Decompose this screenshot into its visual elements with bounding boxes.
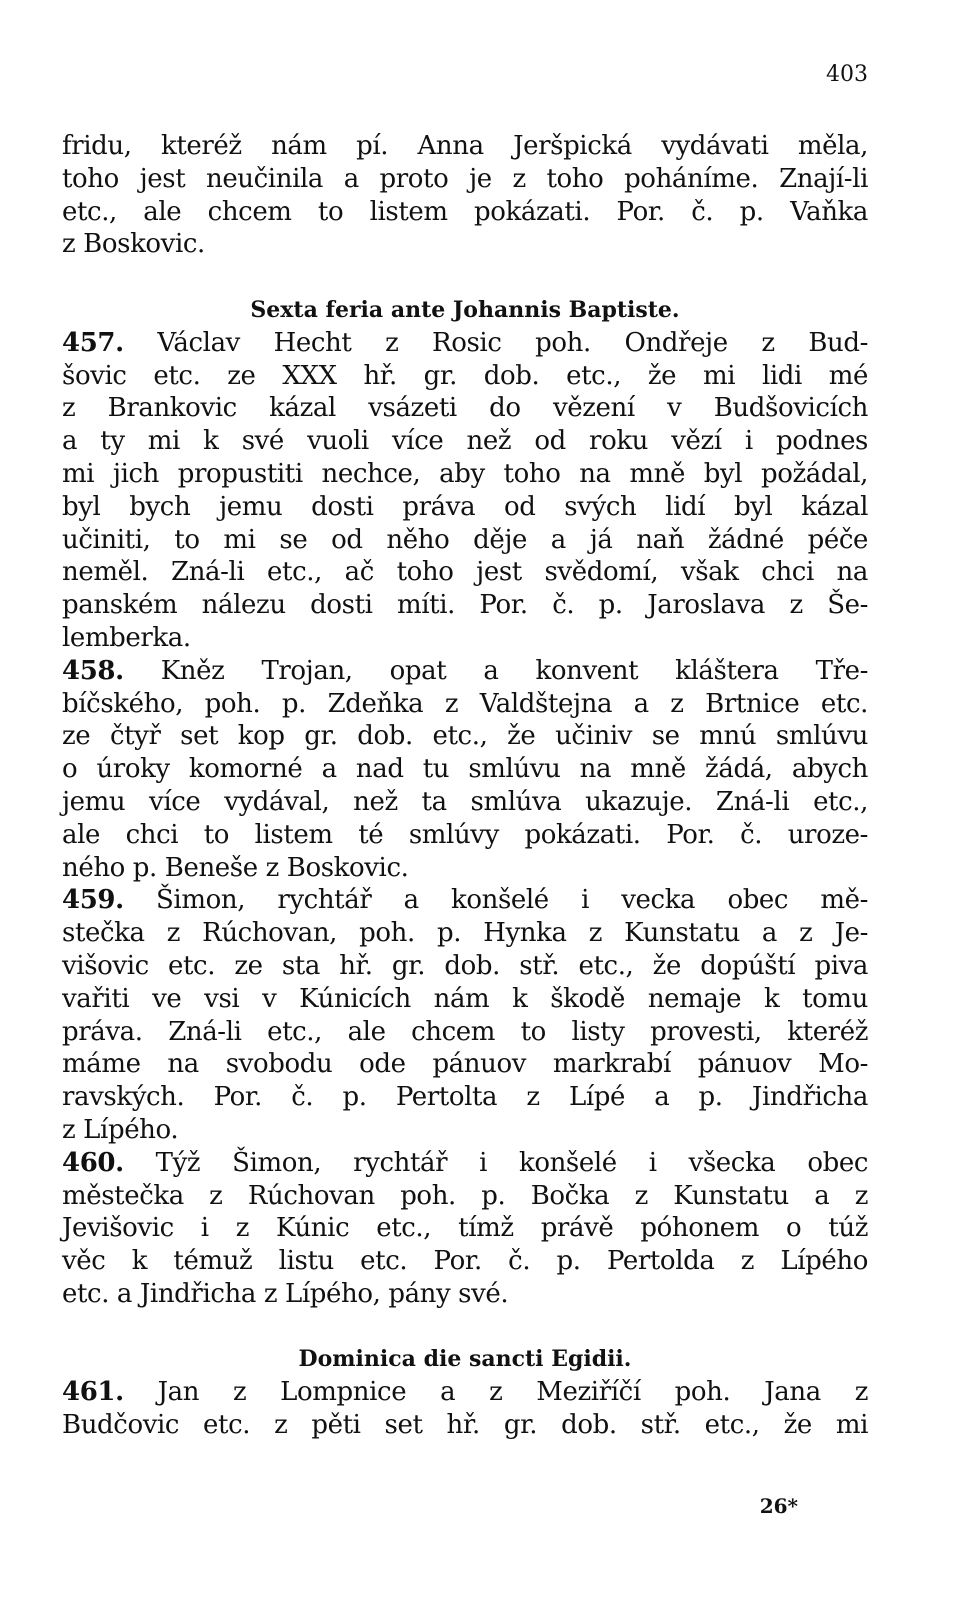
line-text: a ty mi k své vuoli více než od roku vězí i podnes [62, 426, 868, 457]
line-text: z Boskovic. [62, 229, 205, 260]
line-text: ale chci to listem té smlúvy pokázati. Por. č. uroze- [62, 819, 868, 850]
entry-number: 458. [62, 655, 124, 686]
text-body [62, 130, 868, 1442]
entry-first-line [62, 1376, 868, 1409]
text-line [62, 1245, 868, 1278]
text-line [62, 819, 868, 852]
text-line [62, 360, 868, 393]
text-line [62, 1114, 868, 1147]
line-text: toho jest neučinila a proto je z toho poháníme. Znají-li [62, 163, 868, 194]
entry-first-line [62, 327, 868, 360]
line-text: mi jich propustiti nechce, aby toho na mně byl požádal, [62, 458, 868, 489]
text-line [62, 1081, 868, 1114]
text-line [62, 196, 868, 229]
line-text: ného p. Beneše z Boskovic. [62, 852, 409, 883]
text-line [62, 458, 868, 491]
section-heading: Dominica die sancti Egidii. [298, 1346, 632, 1373]
line-text: panském nálezu dosti míti. Por. č. p. Jaroslava z Še- [62, 590, 868, 621]
entry-first-line [62, 884, 868, 917]
text-line [62, 1409, 868, 1442]
line-text: lemberka. [62, 622, 191, 653]
text-line [62, 491, 868, 524]
line-text: etc., ale chcem to listem pokázati. Por. č. p. Vaňka [62, 196, 868, 227]
text-line [62, 392, 868, 425]
line-text: Týž Šimon, rychtář i konšelé i všecka obec [123, 1147, 868, 1178]
line-text: fridu, kteréž nám pí. Anna Jeršpická vydávati měla, [62, 131, 868, 161]
text-line [62, 622, 868, 655]
line-text: Budčovic etc. z pěti set hř. gr. dob. stř. etc., že mi [62, 1410, 868, 1441]
text-line [62, 1180, 868, 1213]
text-line [62, 1278, 868, 1311]
entry-number: 461. [62, 1377, 124, 1408]
blank-line [62, 261, 868, 294]
line-text: etc. a Jindřicha z Lípého, pány své. [62, 1278, 509, 1309]
line-text: stečka z Rúchovan, poh. p. Hynka z Kunstatu a z Je- [62, 918, 868, 949]
text-line [62, 425, 868, 458]
line-text: máme na svobodu ode pánuov markrabí pánuov Mo- [62, 1049, 868, 1080]
text-line [62, 753, 868, 786]
line-text: šovic etc. ze XXX hř. gr. dob. etc., že mi lidi mé [62, 360, 868, 391]
text-line [62, 917, 868, 950]
text-line [62, 1212, 868, 1245]
line-text: višovic etc. ze sta hř. gr. dob. stř. etc., že dopúští piva [62, 950, 868, 981]
book-page [62, 0, 868, 1618]
line-text: Kněz Trojan, opat a konvent kláštera Tře- [123, 655, 868, 686]
blank-line [62, 1311, 868, 1344]
line-text: ravských. Por. č. p. Pertolta z Lípé a p. Jindřicha [62, 1082, 868, 1113]
text-line [62, 1016, 868, 1049]
text-line [62, 524, 868, 557]
text-line [62, 786, 868, 819]
line-text: Šimon, rychtář a konšelé i vecka obec mě- [123, 885, 868, 916]
line-text: neměl. Zná-li etc., ač toho jest svědomí, však chci na [62, 557, 868, 588]
text-line [62, 983, 868, 1016]
section-heading: Sexta feria ante Johannis Baptiste. [250, 296, 680, 323]
text-line [62, 130, 868, 163]
entry-first-line [62, 1147, 868, 1180]
line-text: městečka z Rúchovan poh. p. Bočka z Kunstatu a z [62, 1180, 868, 1211]
text-line [62, 852, 868, 885]
line-text: učiniti, to mi se od něho děje a já naň žádné péče [62, 524, 868, 555]
text-line [62, 950, 868, 983]
line-text: z Lípého. [62, 1114, 179, 1145]
line-text: z Brankovic kázal vsázeti do vězení v Budšovicích [62, 393, 868, 424]
text-line [62, 688, 868, 721]
line-text: věc k témuž listu etc. Por. č. p. Pertolda z Lípého [62, 1246, 868, 1277]
line-text: ze čtyř set kop gr. dob. etc., že učiniv se mnú smlúvu [62, 721, 868, 752]
page-number: 403 [826, 62, 868, 87]
text-line [62, 228, 868, 261]
entry-number: 459. [62, 885, 124, 916]
line-text: Jevišovic i z Kúnic etc., tímž právě póhonem o túž [62, 1213, 868, 1244]
entry-number: 457. [62, 327, 124, 358]
text-line [62, 589, 868, 622]
entry-number: 460. [62, 1147, 124, 1178]
line-text: byl bych jemu dosti práva od svých lidí byl kázal [62, 491, 868, 522]
line-text: práva. Zná-li etc., ale chcem to listy provesti, kteréž [62, 1016, 868, 1047]
line-text: vařiti ve vsi v Kúnicích nám k škodě nemaje k tomu [62, 983, 868, 1014]
text-line [62, 556, 868, 589]
line-text: o úroky komorné a nad tu smlúvu na mně žádá, abych [62, 754, 868, 785]
line-text: jemu více vydával, než ta smlúva ukazuje. Zná-li etc., [62, 786, 868, 817]
text-line [62, 720, 868, 753]
text-line [62, 1048, 868, 1081]
line-text: bíčského, poh. p. Zdeňka z Valdštejna a z Brtnice etc. [62, 688, 868, 719]
entry-first-line [62, 655, 868, 688]
text-line [62, 163, 868, 196]
line-text: Jan z Lompnice a z Meziříčí poh. Jana z [123, 1377, 868, 1408]
line-text: Václav Hecht z Rosic poh. Ondřeje z Bud- [123, 327, 868, 358]
signature-mark: 26* [759, 1494, 798, 1518]
